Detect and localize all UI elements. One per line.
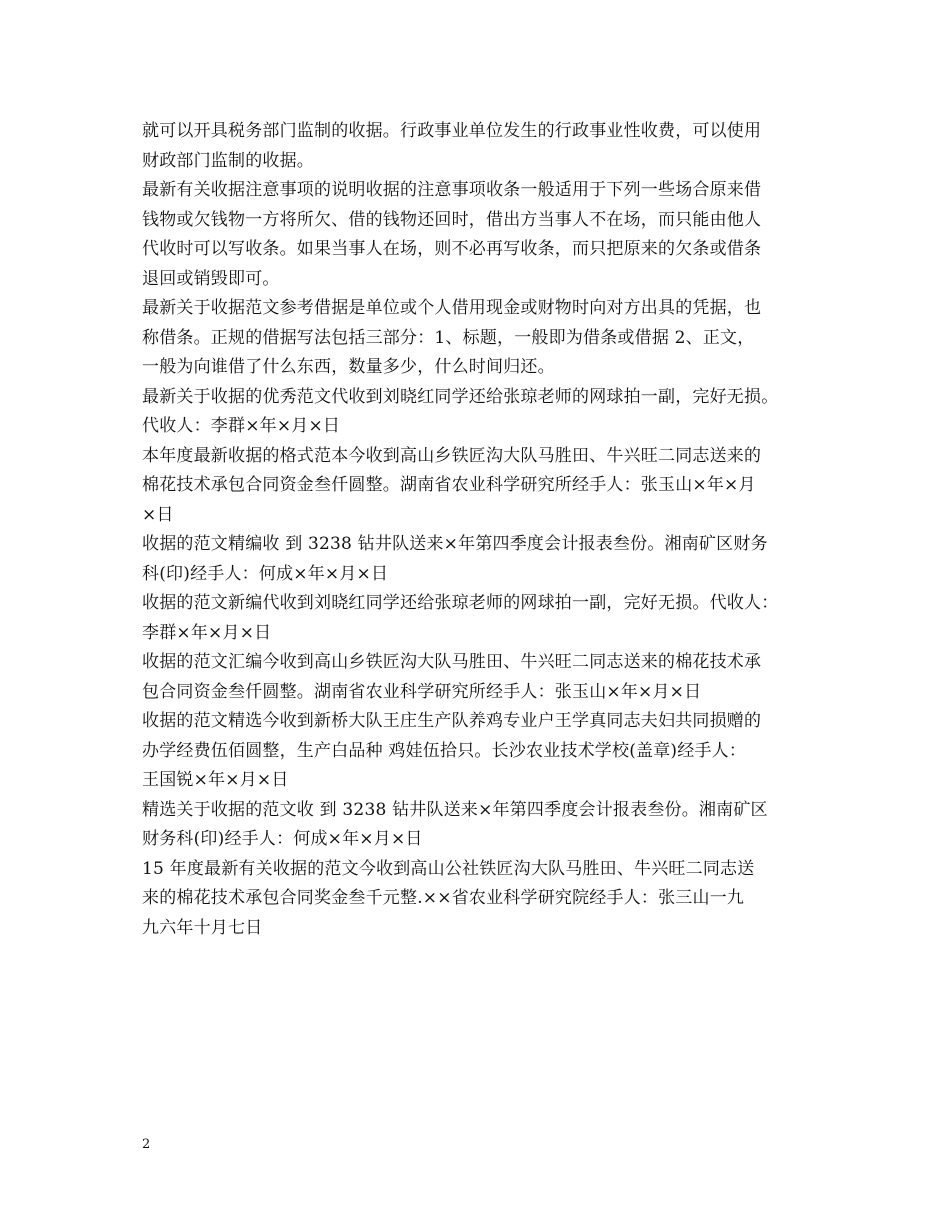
text-line: 本年度最新收据的格式范本今收到高山乡铁匠沟大队马胜田、牛兴旺二同志送来的: [142, 445, 762, 466]
text-line: 财务科(印)经手人：何成×年×月×日: [142, 829, 423, 849]
page-number: 2: [142, 1137, 151, 1152]
text-line: 科(印)经手人：何成×年×月×日: [142, 563, 389, 584]
text-line: 代收人：李群×年×月×日: [142, 416, 341, 436]
text-line: 精选关于收据的范文收 到 3238 钻井队送来×年第四季度会计报表叁份。湘南矿区: [142, 799, 768, 820]
text-line: 收据的范文新编代收到刘晓红同学还给张琼老师的网球拍一副，完好无损。代收人：: [142, 593, 779, 613]
text-line: 九六年十月七日: [142, 917, 263, 938]
text-line: ×日: [142, 504, 174, 525]
text-line: 最新关于收据的优秀范文代收到刘晓红同学还给张琼老师的网球拍一副，完好无损。: [142, 386, 779, 407]
text-line: 就可以开具税务部门监制的收据。行政事业单位发生的行政事业性收费，可以使用: [142, 121, 762, 141]
text-line: 最新有关收据注意事项的说明收据的注意事项收条一般适用于下列一些场合原来借: [142, 180, 762, 200]
text-line: 称借条。正规的借据写法包括三部分：1、标题，一般即为借条或借据 2、正文，: [142, 327, 755, 348]
text-line: 棉花技术承包合同资金叁仟圆整。湖南省农业科学研究所经手人：张玉山×年×月: [142, 475, 756, 495]
text-line: 包合同资金叁仟圆整。湖南省农业科学研究所经手人：张玉山×年×月×日: [142, 681, 702, 702]
text-line: 15 年度最新有关收据的范文今收到高山公社铁匠沟大队马胜田、牛兴旺二同志送: [142, 858, 755, 879]
document-body: [142, 117, 832, 943]
text-line: 办学经费伍佰圆整，生产白品种 鸡娃伍拾只。长沙农业技术学校(盖章)经手人：: [142, 740, 747, 761]
text-line: 收据的范文汇编今收到高山乡铁匠沟大队马胜田、牛兴旺二同志送来的棉花技术承: [142, 652, 762, 672]
text-line: 代收时可以写收条。如果当事人在场，则不必再写收条，而只把原来的欠条或借条: [142, 239, 762, 259]
text-line: 财政部门监制的收据。: [142, 150, 314, 171]
text-line: 王国锐×年×月×日: [142, 770, 289, 790]
text-line: 收据的范文精编收 到 3238 钻井队送来×年第四季度会计报表叁份。湘南矿区财务: [142, 534, 768, 554]
text-line: 退回或销毁即可。: [142, 268, 280, 289]
text-line: 最新关于收据范文参考借据是单位或个人借用现金或财物时向对方出具的凭据，也: [142, 298, 762, 318]
text-line: 钱物或欠钱物一方将所欠、借的钱物还回时，借出方当事人不在场，而只能由他人: [142, 209, 762, 230]
text-line: 李群×年×月×日: [142, 622, 272, 643]
text-line: 一般为向谁借了什么东西，数量多少，什么时间归还。: [142, 357, 555, 377]
text-line: 来的棉花技术承包合同奖金叁千元整.××省农业科学研究院经手人：张三山一九: [142, 888, 745, 908]
text-line: 收据的范文精选今收到新桥大队王庄生产队养鸡专业户王学真同志夫妇共同损赠的: [142, 711, 762, 731]
